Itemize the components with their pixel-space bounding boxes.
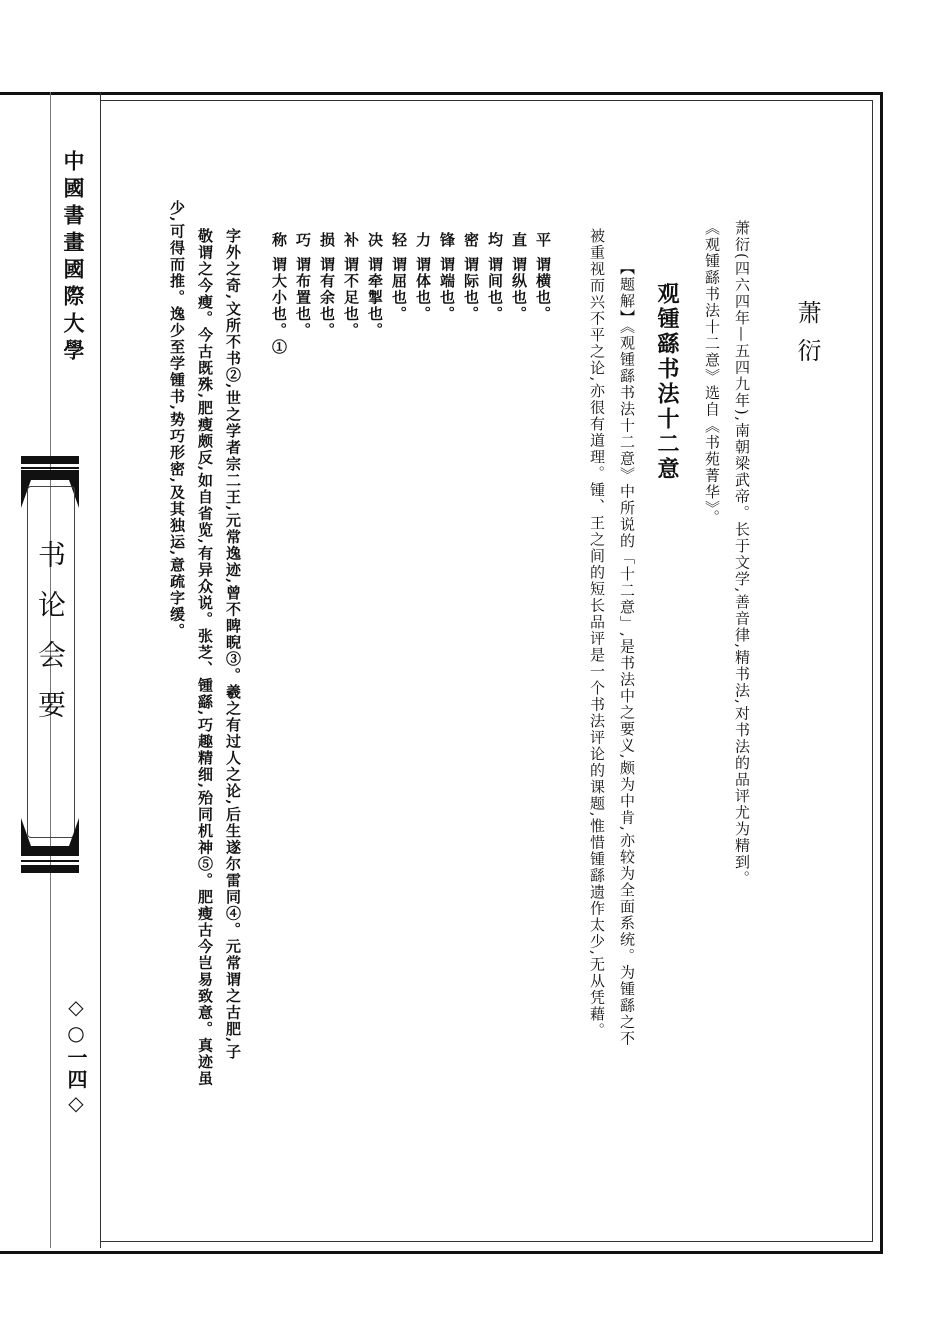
term-entry [462, 232, 480, 323]
term-label: 轻 [390, 232, 408, 249]
term-definition: 谓横也。 [534, 256, 552, 323]
publisher-name: 中國書畫國際大學 [61, 150, 86, 366]
term-entry [414, 232, 432, 323]
term-label: 力 [414, 232, 432, 249]
term-label: 直 [510, 232, 528, 249]
term-definition: 谓大小也。① [270, 256, 288, 356]
term-definition: 谓纵也。 [510, 256, 528, 323]
term-definition: 谓屈也。 [390, 256, 408, 323]
explanation-line-1: 【题解】《观锺繇书法十二意》中所说的「十二意」,是书法中之要义,颇为中肯,亦较为全面系统。为锺繇之不 [618, 260, 636, 1047]
bottom-chevron-ornament [21, 818, 79, 856]
term-entry [294, 232, 312, 339]
bottom-ornament [21, 860, 79, 876]
term-label: 密 [462, 232, 480, 249]
term-entry [510, 232, 528, 323]
term-label: 损 [318, 232, 336, 249]
term-label: 称 [270, 232, 288, 249]
term-entry [318, 232, 336, 339]
term-entry [342, 232, 360, 339]
term-label: 补 [342, 232, 360, 249]
section-heading: 观锺繇书法十二意 [654, 282, 680, 482]
term-label: 决 [366, 232, 384, 249]
term-label: 均 [486, 232, 504, 249]
term-definition: 谓有余也。 [318, 256, 336, 339]
body-paragraph-line-1: 字外之奇,文所不书②,世之学者宗二王,元常逸迹,曾不睥睨③。羲之有过人之论,后生遂尔雷同④。元常谓之古肥,子 [224, 228, 242, 1061]
term-definition: 谓牵掣也。 [366, 256, 384, 339]
term-definition: 谓不足也。 [342, 256, 360, 339]
term-entry [270, 232, 288, 356]
top-ornament [21, 456, 79, 469]
term-entry [390, 232, 408, 323]
term-entry [366, 232, 384, 339]
term-definition: 谓间也。 [486, 256, 504, 323]
body-paragraph-line-2: 敬谓之今瘦。今古既殊,肥瘦颇反,如自省览,有异众说。张芝、锺繇,巧趣精细,殆同机神⑤。肥瘦古今岂易致意。真迹虽 [196, 228, 214, 1087]
body-paragraph-line-3: 少,可得而推。逸少至学锺书,势巧形密,及其独运,意疏字缓。 [168, 200, 186, 640]
term-entry [486, 232, 504, 323]
page-number: ◇○一四◇ [64, 995, 88, 1117]
author-name: 萧衍 [793, 300, 821, 376]
term-definition: 谓布置也。 [294, 256, 312, 339]
author-bio: 萧衍(四六四年—五四九年),南朝梁武帝。长于文学,善音律,精书法,对书法的品评尤为精到。 [733, 220, 751, 887]
term-definition: 谓际也。 [462, 256, 480, 323]
term-entry [438, 232, 456, 323]
term-definition: 谓体也。 [414, 256, 432, 323]
book-title: 书论会要 [34, 540, 67, 740]
term-label: 锋 [438, 232, 456, 249]
term-definition: 谓端也。 [438, 256, 456, 323]
explanation-line-2: 被重视而兴不平之论,亦很有道理。锺、王之间的短长品评是一个书法评论的课题,惟惜锺繇遗作太少,无从凭藉。 [588, 228, 606, 1039]
term-entry [534, 232, 552, 323]
term-label: 巧 [294, 232, 312, 249]
term-label: 平 [534, 232, 552, 249]
source-note: 《观锺繇书法十二意》选自《书苑菁华》。 [703, 220, 721, 526]
